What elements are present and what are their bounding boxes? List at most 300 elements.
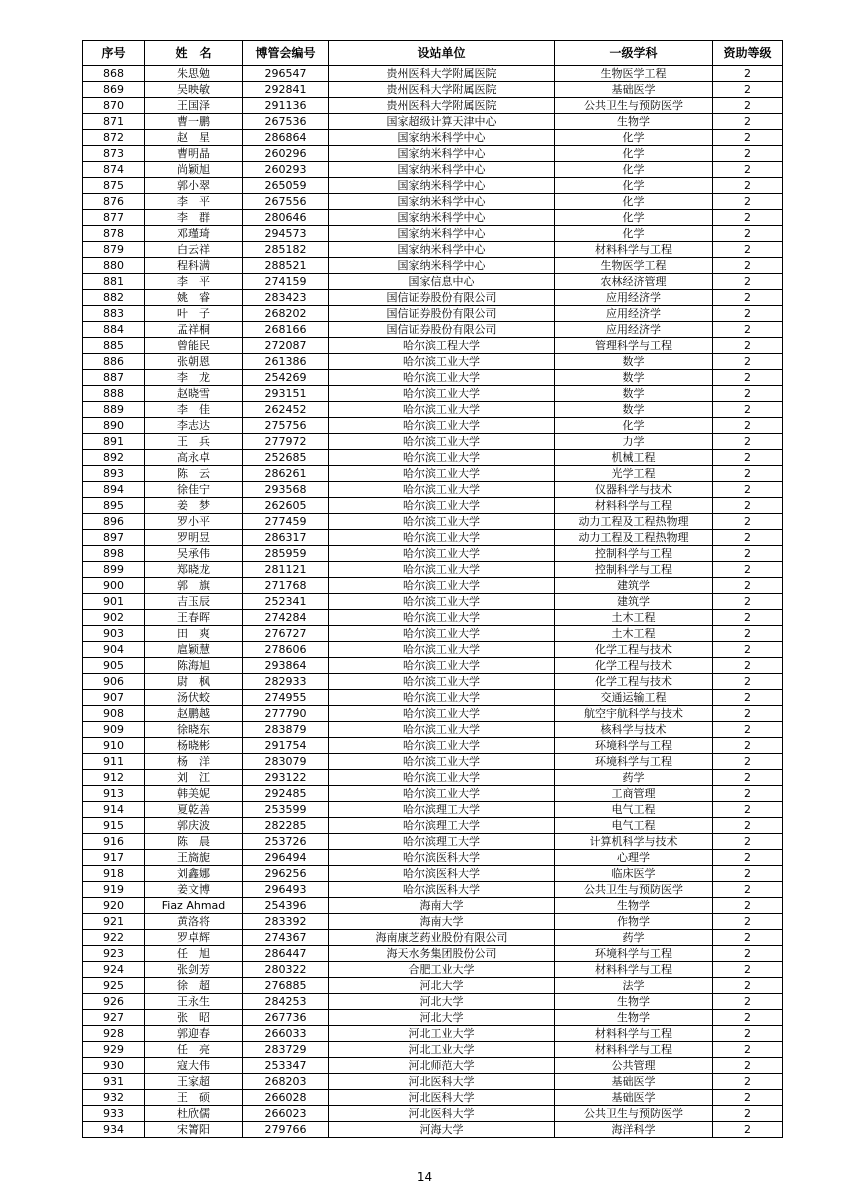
discipline-cell: 核科学与技术 <box>555 722 713 738</box>
host-institution-cell: 河北医科大学 <box>329 1090 555 1106</box>
table-row <box>83 210 783 226</box>
name-cell: 吉玉辰 <box>145 594 243 610</box>
name-cell: 陈 云 <box>145 466 243 482</box>
serial-number-cell: 910 <box>83 738 145 754</box>
registration-number-cell: 260293 <box>243 162 329 178</box>
discipline-cell: 公共卫生与预防医学 <box>555 882 713 898</box>
discipline-cell: 作物学 <box>555 914 713 930</box>
funding-level-cell: 2 <box>713 98 783 114</box>
discipline-cell: 环境科学与工程 <box>555 738 713 754</box>
serial-number-cell: 900 <box>83 578 145 594</box>
table-row <box>83 1042 783 1058</box>
serial-number-cell: 922 <box>83 930 145 946</box>
name-cell: 李 平 <box>145 194 243 210</box>
name-cell: 汤伏蛟 <box>145 690 243 706</box>
name-cell: 李 佳 <box>145 402 243 418</box>
table-row <box>83 946 783 962</box>
registration-number-cell: 253599 <box>243 802 329 818</box>
host-institution-cell: 哈尔滨理工大学 <box>329 834 555 850</box>
funding-level-cell: 2 <box>713 66 783 82</box>
discipline-cell: 化学 <box>555 418 713 434</box>
funding-level-cell: 2 <box>713 1122 783 1138</box>
registration-number-cell: 286864 <box>243 130 329 146</box>
funding-level-cell: 2 <box>713 978 783 994</box>
header-serial-number: 序号 <box>83 41 145 66</box>
host-institution-cell: 哈尔滨工业大学 <box>329 418 555 434</box>
table-row <box>83 514 783 530</box>
discipline-cell: 交通运输工程 <box>555 690 713 706</box>
serial-number-cell: 874 <box>83 162 145 178</box>
name-cell: 刘 江 <box>145 770 243 786</box>
registration-number-cell: 296256 <box>243 866 329 882</box>
table-row <box>83 994 783 1010</box>
name-cell: 王永生 <box>145 994 243 1010</box>
table-row <box>83 450 783 466</box>
table-row <box>83 978 783 994</box>
discipline-cell: 化学工程与技术 <box>555 658 713 674</box>
host-institution-cell: 哈尔滨理工大学 <box>329 802 555 818</box>
registration-number-cell: 285182 <box>243 242 329 258</box>
table-row <box>83 258 783 274</box>
name-cell: 尉 枫 <box>145 674 243 690</box>
registration-number-cell: 271768 <box>243 578 329 594</box>
serial-number-cell: 933 <box>83 1106 145 1122</box>
name-cell: 姜文博 <box>145 882 243 898</box>
funding-level-cell: 2 <box>713 802 783 818</box>
serial-number-cell: 881 <box>83 274 145 290</box>
host-institution-cell: 河海大学 <box>329 1122 555 1138</box>
registration-number-cell: 267536 <box>243 114 329 130</box>
serial-number-cell: 872 <box>83 130 145 146</box>
name-cell: 王 兵 <box>145 434 243 450</box>
serial-number-cell: 919 <box>83 882 145 898</box>
registration-number-cell: 279766 <box>243 1122 329 1138</box>
name-cell: 郭庆波 <box>145 818 243 834</box>
name-cell: 曾能民 <box>145 338 243 354</box>
funding-level-cell: 2 <box>713 418 783 434</box>
host-institution-cell: 国家纳米科学中心 <box>329 146 555 162</box>
host-institution-cell: 国家纳米科学中心 <box>329 130 555 146</box>
funding-level-cell: 2 <box>713 754 783 770</box>
funding-level-cell: 2 <box>713 338 783 354</box>
name-cell: 王春晖 <box>145 610 243 626</box>
serial-number-cell: 888 <box>83 386 145 402</box>
serial-number-cell: 873 <box>83 146 145 162</box>
host-institution-cell: 哈尔滨工业大学 <box>329 466 555 482</box>
host-institution-cell: 哈尔滨工业大学 <box>329 594 555 610</box>
host-institution-cell: 哈尔滨工业大学 <box>329 642 555 658</box>
name-cell: 宋箐阳 <box>145 1122 243 1138</box>
host-institution-cell: 哈尔滨工业大学 <box>329 658 555 674</box>
discipline-cell: 生物学 <box>555 114 713 130</box>
table-row <box>83 578 783 594</box>
funding-level-cell: 2 <box>713 178 783 194</box>
name-cell: 李 龙 <box>145 370 243 386</box>
name-cell: 刘鑫娜 <box>145 866 243 882</box>
table-row <box>83 162 783 178</box>
table-row <box>83 114 783 130</box>
discipline-cell: 心理学 <box>555 850 713 866</box>
funding-level-cell: 2 <box>713 130 783 146</box>
host-institution-cell: 海南大学 <box>329 914 555 930</box>
name-cell: 郭 旗 <box>145 578 243 594</box>
host-institution-cell: 国家信息中心 <box>329 274 555 290</box>
registration-number-cell: 283729 <box>243 1042 329 1058</box>
serial-number-cell: 912 <box>83 770 145 786</box>
registration-number-cell: 296494 <box>243 850 329 866</box>
funding-level-cell: 2 <box>713 498 783 514</box>
name-cell: 王家超 <box>145 1074 243 1090</box>
funding-level-cell: 2 <box>713 1026 783 1042</box>
serial-number-cell: 925 <box>83 978 145 994</box>
registration-number-cell: 275756 <box>243 418 329 434</box>
serial-number-cell: 920 <box>83 898 145 914</box>
host-institution-cell: 哈尔滨工业大学 <box>329 546 555 562</box>
discipline-cell: 基础医学 <box>555 82 713 98</box>
table-row <box>83 850 783 866</box>
funding-level-cell: 2 <box>713 1090 783 1106</box>
funding-level-cell: 2 <box>713 482 783 498</box>
table-row <box>83 98 783 114</box>
table-row <box>83 642 783 658</box>
serial-number-cell: 880 <box>83 258 145 274</box>
funding-level-cell: 2 <box>713 770 783 786</box>
funding-level-cell: 2 <box>713 786 783 802</box>
table-row <box>83 146 783 162</box>
registration-number-cell: 293151 <box>243 386 329 402</box>
discipline-cell: 数学 <box>555 402 713 418</box>
table-row <box>83 82 783 98</box>
discipline-cell: 生物学 <box>555 898 713 914</box>
host-institution-cell: 国家纳米科学中心 <box>329 162 555 178</box>
serial-number-cell: 869 <box>83 82 145 98</box>
registration-number-cell: 276727 <box>243 626 329 642</box>
serial-number-cell: 884 <box>83 322 145 338</box>
funding-level-cell: 2 <box>713 690 783 706</box>
serial-number-cell: 882 <box>83 290 145 306</box>
table-row <box>83 786 783 802</box>
registration-number-cell: 286317 <box>243 530 329 546</box>
funding-level-cell: 2 <box>713 354 783 370</box>
host-institution-cell: 国家超级计算天津中心 <box>329 114 555 130</box>
serial-number-cell: 887 <box>83 370 145 386</box>
serial-number-cell: 876 <box>83 194 145 210</box>
host-institution-cell: 哈尔滨工业大学 <box>329 434 555 450</box>
serial-number-cell: 899 <box>83 562 145 578</box>
discipline-cell: 土木工程 <box>555 626 713 642</box>
discipline-cell: 机械工程 <box>555 450 713 466</box>
host-institution-cell: 河北大学 <box>329 978 555 994</box>
funding-level-cell: 2 <box>713 530 783 546</box>
table-row <box>83 962 783 978</box>
discipline-cell: 力学 <box>555 434 713 450</box>
table-row <box>83 690 783 706</box>
name-cell: 赵 星 <box>145 130 243 146</box>
header-registration-number: 博管会编号 <box>243 41 329 66</box>
registration-number-cell: 253726 <box>243 834 329 850</box>
table-row <box>83 610 783 626</box>
serial-number-cell: 909 <box>83 722 145 738</box>
name-cell: 白云祥 <box>145 242 243 258</box>
funding-level-cell: 2 <box>713 386 783 402</box>
registration-number-cell: 260296 <box>243 146 329 162</box>
discipline-cell: 海洋科学 <box>555 1122 713 1138</box>
funding-level-cell: 2 <box>713 290 783 306</box>
discipline-cell: 生物学 <box>555 994 713 1010</box>
name-cell: 杨 洋 <box>145 754 243 770</box>
host-institution-cell: 哈尔滨工业大学 <box>329 562 555 578</box>
funding-level-cell: 2 <box>713 834 783 850</box>
funding-level-cell: 2 <box>713 642 783 658</box>
table-row <box>83 898 783 914</box>
name-cell: 王 硕 <box>145 1090 243 1106</box>
host-institution-cell: 贵州医科大学附属医院 <box>329 98 555 114</box>
name-cell: 邓瑾琦 <box>145 226 243 242</box>
name-cell: 罗小平 <box>145 514 243 530</box>
serial-number-cell: 930 <box>83 1058 145 1074</box>
table-row <box>83 882 783 898</box>
host-institution-cell: 哈尔滨工业大学 <box>329 354 555 370</box>
registration-number-cell: 292841 <box>243 82 329 98</box>
registration-number-cell: 274367 <box>243 930 329 946</box>
page-number: 14 <box>416 1170 433 1184</box>
funding-level-cell: 2 <box>713 946 783 962</box>
funding-level-cell: 2 <box>713 402 783 418</box>
host-institution-cell: 哈尔滨工业大学 <box>329 690 555 706</box>
table-row <box>83 930 783 946</box>
funding-level-cell: 2 <box>713 274 783 290</box>
registration-number-cell: 283079 <box>243 754 329 770</box>
table-row <box>83 498 783 514</box>
serial-number-cell: 928 <box>83 1026 145 1042</box>
table-row <box>83 818 783 834</box>
table-row <box>83 418 783 434</box>
table-row <box>83 1010 783 1026</box>
host-institution-cell: 哈尔滨工业大学 <box>329 610 555 626</box>
registration-number-cell: 293568 <box>243 482 329 498</box>
funding-level-cell: 2 <box>713 722 783 738</box>
table-row <box>83 178 783 194</box>
funding-level-cell: 2 <box>713 578 783 594</box>
serial-number-cell: 926 <box>83 994 145 1010</box>
registration-number-cell: 284253 <box>243 994 329 1010</box>
funding-level-cell: 2 <box>713 226 783 242</box>
table-row <box>83 1074 783 1090</box>
discipline-cell: 生物学 <box>555 1010 713 1026</box>
table-row <box>83 338 783 354</box>
discipline-cell: 应用经济学 <box>555 322 713 338</box>
discipline-cell: 计算机科学与技术 <box>555 834 713 850</box>
discipline-cell: 建筑学 <box>555 578 713 594</box>
serial-number-cell: 906 <box>83 674 145 690</box>
table-row <box>83 130 783 146</box>
name-cell: 李 群 <box>145 210 243 226</box>
host-institution-cell: 哈尔滨工业大学 <box>329 578 555 594</box>
funding-level-cell: 2 <box>713 466 783 482</box>
registration-number-cell: 274284 <box>243 610 329 626</box>
table-row <box>83 1058 783 1074</box>
host-institution-cell: 哈尔滨工业大学 <box>329 370 555 386</box>
table-row <box>83 546 783 562</box>
funding-level-cell: 2 <box>713 1074 783 1090</box>
serial-number-cell: 901 <box>83 594 145 610</box>
discipline-cell: 管理科学与工程 <box>555 338 713 354</box>
host-institution-cell: 国家纳米科学中心 <box>329 178 555 194</box>
funding-level-cell: 2 <box>713 1010 783 1026</box>
discipline-cell: 化学工程与技术 <box>555 642 713 658</box>
name-cell: 夏乾善 <box>145 802 243 818</box>
table-row <box>83 594 783 610</box>
registration-number-cell: 293864 <box>243 658 329 674</box>
registration-number-cell: 282933 <box>243 674 329 690</box>
registration-number-cell: 266033 <box>243 1026 329 1042</box>
discipline-cell: 材料科学与工程 <box>555 962 713 978</box>
registration-number-cell: 286261 <box>243 466 329 482</box>
discipline-cell: 数学 <box>555 354 713 370</box>
funding-level-cell: 2 <box>713 610 783 626</box>
registration-number-cell: 282285 <box>243 818 329 834</box>
name-cell: 朱思勉 <box>145 66 243 82</box>
registration-number-cell: 254396 <box>243 898 329 914</box>
funding-level-cell: 2 <box>713 930 783 946</box>
registration-number-cell: 252685 <box>243 450 329 466</box>
serial-number-cell: 902 <box>83 610 145 626</box>
funding-level-cell: 2 <box>713 738 783 754</box>
table-row <box>83 386 783 402</box>
discipline-cell: 基础医学 <box>555 1074 713 1090</box>
table-row <box>83 274 783 290</box>
name-cell: 张 昭 <box>145 1010 243 1026</box>
table-row <box>83 322 783 338</box>
table-row <box>83 562 783 578</box>
discipline-cell: 化学 <box>555 226 713 242</box>
name-cell: 叶 子 <box>145 306 243 322</box>
name-cell: 郑晓龙 <box>145 562 243 578</box>
host-institution-cell: 国家纳米科学中心 <box>329 210 555 226</box>
name-cell: 赵晓雪 <box>145 386 243 402</box>
serial-number-cell: 897 <box>83 530 145 546</box>
serial-number-cell: 879 <box>83 242 145 258</box>
discipline-cell: 生物医学工程 <box>555 66 713 82</box>
serial-number-cell: 932 <box>83 1090 145 1106</box>
table-row <box>83 754 783 770</box>
host-institution-cell: 哈尔滨工业大学 <box>329 514 555 530</box>
registration-number-cell: 268203 <box>243 1074 329 1090</box>
header-funding-level: 资助等级 <box>713 41 783 66</box>
name-cell: 孟祥桐 <box>145 322 243 338</box>
funding-level-cell: 2 <box>713 914 783 930</box>
registration-number-cell: 283392 <box>243 914 329 930</box>
host-institution-cell: 哈尔滨医科大学 <box>329 882 555 898</box>
discipline-cell: 药学 <box>555 770 713 786</box>
funding-level-cell: 2 <box>713 850 783 866</box>
serial-number-cell: 927 <box>83 1010 145 1026</box>
registration-number-cell: 293122 <box>243 770 329 786</box>
registration-number-cell: 277972 <box>243 434 329 450</box>
funding-level-cell: 2 <box>713 370 783 386</box>
host-institution-cell: 哈尔滨医科大学 <box>329 866 555 882</box>
name-cell: 郭迎春 <box>145 1026 243 1042</box>
funding-level-cell: 2 <box>713 114 783 130</box>
discipline-cell: 应用经济学 <box>555 306 713 322</box>
table-row <box>83 402 783 418</box>
name-cell: 李志达 <box>145 418 243 434</box>
table-row <box>83 1122 783 1138</box>
name-cell: 任 旭 <box>145 946 243 962</box>
discipline-cell: 生物医学工程 <box>555 258 713 274</box>
discipline-cell: 材料科学与工程 <box>555 1026 713 1042</box>
host-institution-cell: 河北师范大学 <box>329 1058 555 1074</box>
discipline-cell: 数学 <box>555 370 713 386</box>
discipline-cell: 材料科学与工程 <box>555 1042 713 1058</box>
table-row <box>83 482 783 498</box>
table-row <box>83 530 783 546</box>
host-institution-cell: 哈尔滨工业大学 <box>329 722 555 738</box>
serial-number-cell: 904 <box>83 642 145 658</box>
discipline-cell: 航空宇航科学与技术 <box>555 706 713 722</box>
name-cell: 徐 超 <box>145 978 243 994</box>
serial-number-cell: 907 <box>83 690 145 706</box>
host-institution-cell: 哈尔滨工业大学 <box>329 530 555 546</box>
registration-number-cell: 283423 <box>243 290 329 306</box>
host-institution-cell: 贵州医科大学附属医院 <box>329 66 555 82</box>
discipline-cell: 电气工程 <box>555 818 713 834</box>
discipline-cell: 建筑学 <box>555 594 713 610</box>
serial-number-cell: 891 <box>83 434 145 450</box>
serial-number-cell: 870 <box>83 98 145 114</box>
registration-number-cell: 274955 <box>243 690 329 706</box>
serial-number-cell: 878 <box>83 226 145 242</box>
funding-level-cell: 2 <box>713 594 783 610</box>
name-cell: 田 爽 <box>145 626 243 642</box>
serial-number-cell: 886 <box>83 354 145 370</box>
serial-number-cell: 877 <box>83 210 145 226</box>
header-name: 姓 名 <box>145 41 243 66</box>
host-institution-cell: 河北医科大学 <box>329 1106 555 1122</box>
name-cell: 李 平 <box>145 274 243 290</box>
discipline-cell: 化学 <box>555 162 713 178</box>
table-row <box>83 626 783 642</box>
funding-level-cell: 2 <box>713 994 783 1010</box>
discipline-cell: 基础医学 <box>555 1090 713 1106</box>
discipline-cell: 动力工程及工程热物理 <box>555 514 713 530</box>
host-institution-cell: 哈尔滨工业大学 <box>329 450 555 466</box>
discipline-cell: 化学 <box>555 210 713 226</box>
registration-number-cell: 288521 <box>243 258 329 274</box>
table-row <box>83 674 783 690</box>
registration-number-cell: 253347 <box>243 1058 329 1074</box>
host-institution-cell: 河北工业大学 <box>329 1042 555 1058</box>
host-institution-cell: 哈尔滨医科大学 <box>329 850 555 866</box>
registration-number-cell: 277459 <box>243 514 329 530</box>
table-row <box>83 866 783 882</box>
host-institution-cell: 哈尔滨工业大学 <box>329 498 555 514</box>
host-institution-cell: 哈尔滨工业大学 <box>329 770 555 786</box>
name-cell: 王国泽 <box>145 98 243 114</box>
name-cell: 程科满 <box>145 258 243 274</box>
host-institution-cell: 合肥工业大学 <box>329 962 555 978</box>
funding-level-cell: 2 <box>713 306 783 322</box>
table-row <box>83 658 783 674</box>
registration-number-cell: 266028 <box>243 1090 329 1106</box>
serial-number-cell: 898 <box>83 546 145 562</box>
host-institution-cell: 海南大学 <box>329 898 555 914</box>
name-cell: 姜 梦 <box>145 498 243 514</box>
serial-number-cell: 914 <box>83 802 145 818</box>
funding-level-cell: 2 <box>713 82 783 98</box>
host-institution-cell: 哈尔滨工业大学 <box>329 786 555 802</box>
host-institution-cell: 海南康芝药业股份有限公司 <box>329 930 555 946</box>
